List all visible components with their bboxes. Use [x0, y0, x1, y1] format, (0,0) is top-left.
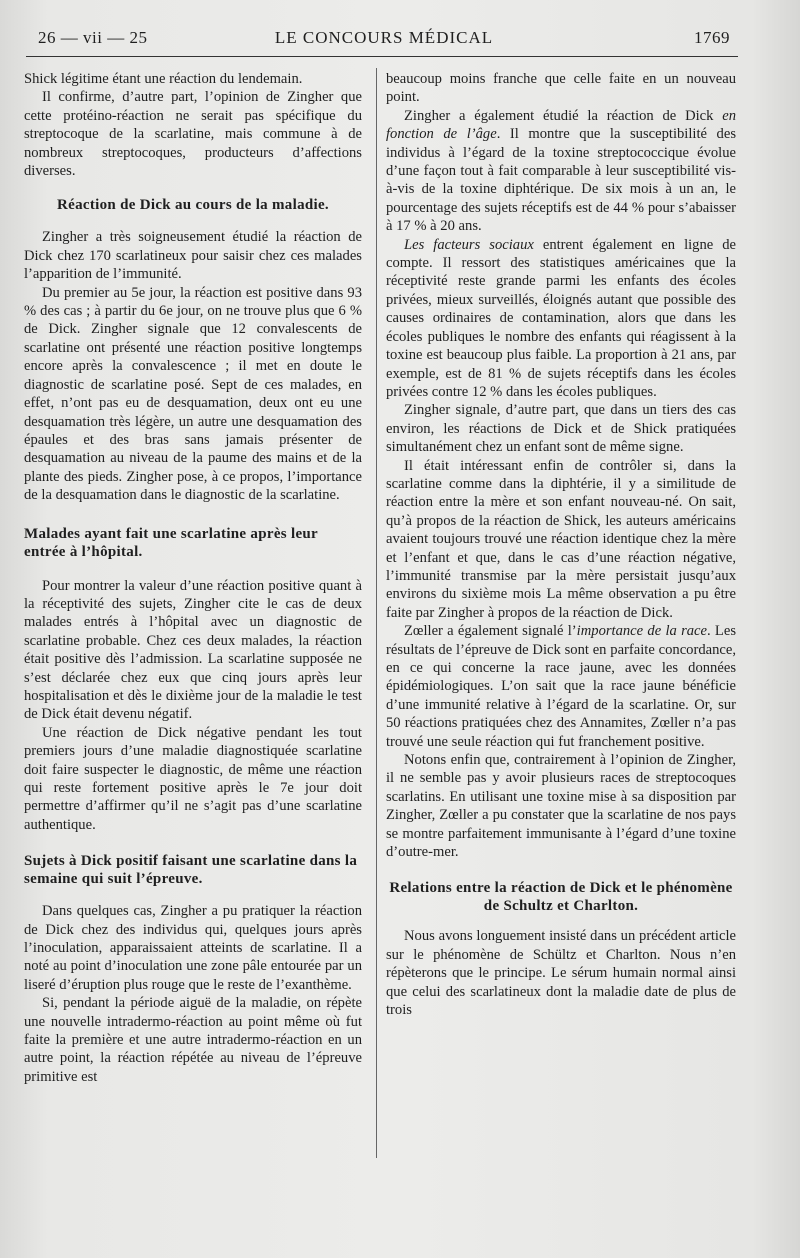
paragraph: Zingher a très soigneusement étudié la réaction de Dick chez 170 scarlatineux pour saisir chez ces malades l’apparition de l’immunité.: [24, 229, 362, 283]
emphasis: importance de la race: [576, 623, 708, 640]
text-run: Zingher a également étudié la réaction de Dick: [404, 107, 723, 124]
paragraph: Du premier au 5e jour, la réaction est positive dans 93 % des cas ; à partir du 6e jour, on ne trouve plus que 6 % de Dick. Zingher signale que 12 convalescents de scarlatine ont présenté une réaction positive longtemps encore après la convalescence ; il met en doute le diagnostic de scarlatine posé. Sept de ces malades, en effet, n’ont pas eu de desquamation, deux ont eu une desquamation très légère, un autre une desquamation des épaules et des bras sans jamais présenter de desquamation au niveau de la paume des mains et de la plante des pieds. Zingher pose, à ce propos, l’importance de la desquamation dans le diagnostic de la scarlatine.: [24, 284, 362, 504]
page-header: [38, 24, 730, 52]
paragraph: [386, 622, 736, 751]
section-heading: Sujets à Dick positif faisant une scarlatine dans la semaine qui suit l’épreuve.: [24, 853, 358, 888]
column-divider: [376, 68, 377, 1158]
paragraph: Zingher signale, d’autre part, que dans un tiers des cas environ, les réactions de Dick et de Shick pratiquées simultanément chez un enfant sont de même signe.: [386, 402, 736, 456]
paragraph: Si, pendant la période aiguë de la maladie, on répète une nouvelle intradermo-réaction au point même où fut faite la première et une autre intradermo-réaction en un autre point, la réaction répétée au niveau de l’épreuve primitive est: [24, 995, 362, 1085]
emphasis: en fonction de l’âge: [386, 107, 736, 143]
journal-title: LE CONCOURS MÉDICAL: [274, 28, 494, 47]
section-heading: Relations entre la réaction de Dick et le phénomène de Schultz et Charlton.: [389, 880, 733, 915]
emphasis: Les facteurs sociaux: [404, 236, 534, 253]
left-column: [24, 70, 362, 1086]
paragraph: Il était intéressant enfin de contrôler si, dans la scarlatine comme dans la diphtérie, il y a similitude de réaction entre la mère et son enfant nouveau-né. On sait, qu’à propos de la réaction de Shick, les auteurs américains avaient toujours trouvé une réaction identique chez la mère et l’enfant et que, dans le cas d’une réaction négative, l’immunité transmise par la mère persistait jusqu’aux environs du sixième mois La même observation a pu être faite par Zingher à propos de la réaction de Dick.: [386, 457, 736, 621]
text-run: . Les résultats de l’épreuve de Dick sont en parfaite concordance, en ce qui concerne la race jaune, avec les données épidémiologiques. L’on sait que la race jaune bénéficie d’une immunité relative à l’égard de la scarlatine. Or, sur 50 réactions pratiquées chez des Annamites, Zœller n’a pas trouvé une seule réaction qui fut franchement positive.: [386, 623, 737, 750]
issue-date: 26 — vii — 25: [38, 28, 148, 47]
header-rule: [26, 56, 738, 57]
text-run: Zœller a également signalé l’: [404, 623, 577, 640]
paragraph: Il confirme, d’autre part, l’opinion de Zingher que cette protéino-réaction ne serait pas spécifique du streptocoque de la scarlatine, mais commune à de nombreux streptocoques, producteurs d’affections diverses.: [24, 89, 362, 180]
paragraph: Une réaction de Dick négative pendant les tout premiers jours d’une maladie diagnostiquée scarlatine doit faire suspecter le diagnostic, de même une réaction qui reste fortement positive après le 7e jour doit permettre d’affirmer qu’il ne s’agit pas d’une scarlatine authentique.: [24, 724, 362, 833]
paragraph: [386, 236, 736, 402]
right-column: [386, 70, 736, 1020]
paragraph: Pour montrer la valeur d’une réaction positive quant à la réceptivité des sujets, Zingher cite le cas de deux malades entrés à l’hôpital avec un diagnostic de scarlatine probable. Chez ces deux malades, la réaction était positive dès l’admission. La scarlatine supposée ne s’est déclarée chez eux que cinq jours après leur hospitalisation et dès le dixième jour de la maladie le test de Dick était devenu négatif.: [24, 577, 362, 723]
paragraph: Nous avons longuement insisté dans un précédent article sur le phénomène de Schültz et Charlton. Nous n’en répèterons que le principe. Le sérum humain normal ainsi que celui des scarlatineux dont la maladie date de plus de trois: [386, 928, 736, 1019]
text-run: . Il montre que la susceptibilité des individus à l’égard de la toxine streptococcique évolue d’une façon tout à fait comparable à leur susceptibilité vis-à-vis de la toxine diphtérique. De six mois à un an, le pourcentage des sujets réceptifs est de 44 % pour s’abaisser à 17 % à 20 ans.: [386, 126, 736, 235]
paragraph: Shick légitime étant une réaction du lendemain.: [24, 71, 303, 87]
paragraph: Notons enfin que, contrairement à l’opinion de Zingher, il ne semble pas y avoir plusieurs races de streptocoques scarlatins. En utilisant une toxine mise à sa disposition par Zingher, Zœller a pu constater que la scarlatine de nos pays se montre parfaitement immunisante à l’égard d’une toxine d’outre-mer.: [386, 752, 736, 861]
text-run: entrent également en ligne de compte. Il ressort des statistiques américaines que la réceptivité reste grande parmi les enfants des écoles privées, mieux surveillés, éloignés autant que possible des causes ordinaires de contamination, alors que dans les écoles publiques le nombre des enfants qui réagissent à la toxine est beaucoup plus faible. La proportion à 21 ans, par exemple, est de 81 % de sujets réceptifs dans les écoles privées contre 12 % dans les écoles publiques.: [386, 236, 737, 400]
paragraph: beaucoup moins franche que celle faite en un nouveau point.: [386, 71, 736, 106]
section-heading: Malades ayant fait une scarlatine après leur entrée à l’hôpital.: [24, 525, 318, 560]
section-heading: Réaction de Dick au cours de la maladie.: [57, 197, 329, 214]
paragraph: [386, 107, 736, 236]
paragraph: Dans quelques cas, Zingher a pu pratiquer la réaction de Dick chez des individus qui, quelques jours après l’inoculation, apparaissaient atteints de scarlatine. Il a noté au point d’inoculation une zone pâle entourée par un liseré d’éruption plus rouge que le reste de l’exanthème.: [24, 903, 362, 993]
page-number: 1769: [694, 28, 730, 47]
